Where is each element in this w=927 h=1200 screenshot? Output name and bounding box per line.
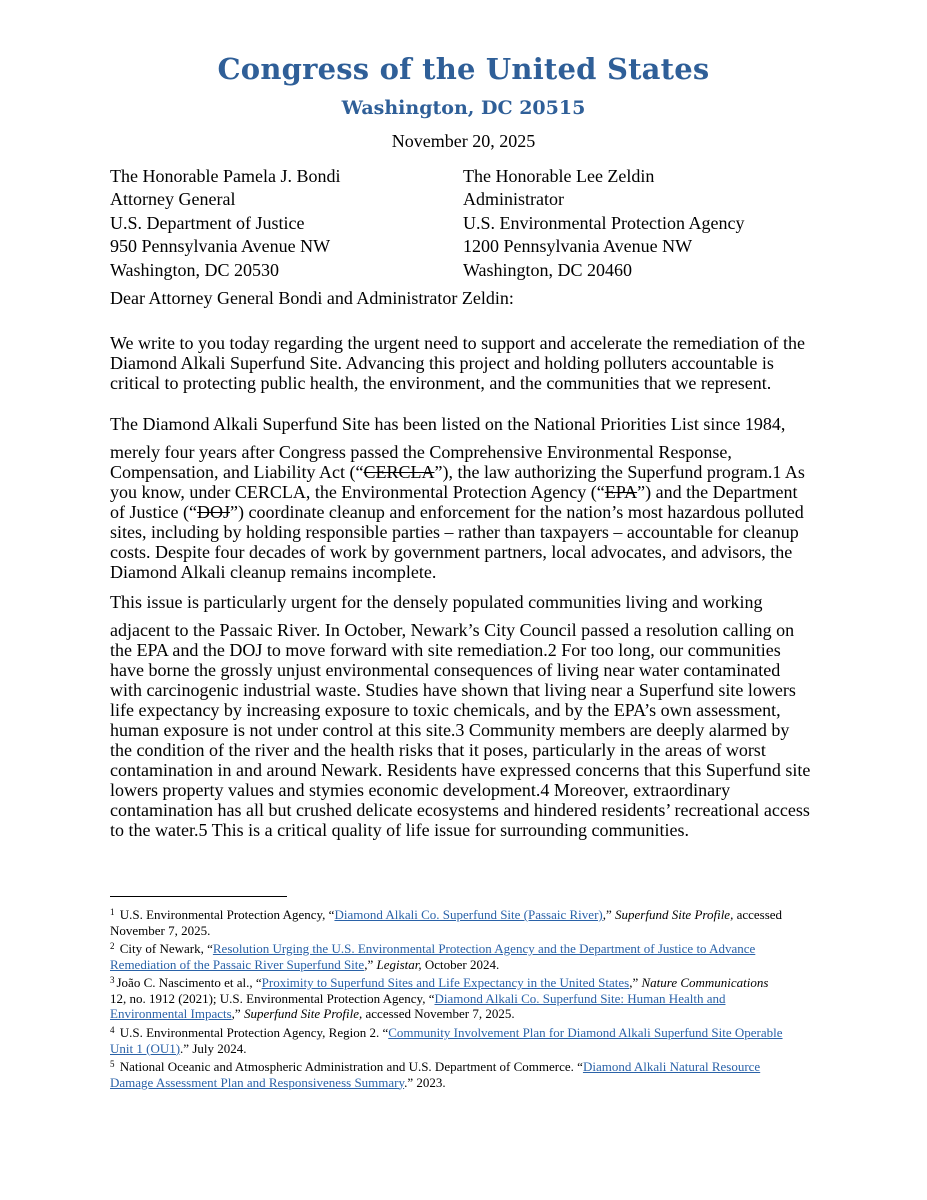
footnote-link[interactable]: Resolution Urging the U.S. Environmental Protection Agency and the Department of Justice to Advance (212, 941, 756, 956)
paragraph-line: critical to protecting public health, the environment, and the communities that we represent. (110, 373, 772, 393)
recipient-line: Administrator (463, 189, 564, 210)
paragraph-line: lowers property values and stymies economic development.4 Moreover, extraordinary (110, 780, 731, 800)
recipient-line: 1200 Pennsylvania Avenue NW (463, 236, 693, 257)
letter-date: November 20, 2025 (391, 131, 536, 151)
paragraph-line: human exposure is not under control at this site.3 Community members are deeply alarmed by (110, 720, 790, 740)
paragraph-line: the condition of the river and the health risks that it poses, particularly in the areas of worst (110, 740, 766, 760)
paragraph-line: you know, under CERCLA, the Environmental Protection Agency (“EPA”) and the Department (110, 482, 798, 502)
footnote-3: $^3$ João C. Nascimento et al., “Proximity to Superfund Sites and Life Expectancy in the United States,” Nature Communications 12, no. 1912 (2021); U.S. Environmental Protection Agency, “Diamond Alkali Co. Superfund Site: Human Health and Environmental Impacts,” Superfund Site Profile, accessed November 7, 2025. (110, 975, 769, 1022)
recipient-line: Washington, DC 20530 (110, 259, 280, 280)
paragraph-line: costs. Despite four decades of work by government partners, local advocates, and advisors, the (110, 542, 793, 562)
letterhead-title: Congress of the United States (217, 52, 710, 86)
paragraph-line: Compensation, and Liability Act (“CERCLA”), the law authorizing the Superfund program.1 As (110, 462, 805, 482)
footnote-link[interactable]: Proximity to Superfund Sites and Life Expectancy in the United States (261, 975, 630, 990)
footnote-2: $^2$ City of Newark, “Resolution Urging the U.S. Environmental Protection Agency and the Department of Justice to Advance Remediation of the Passaic River Superfund Site,” Legistar, October 2024. (110, 941, 756, 972)
salutation: Dear Attorney General Bondi and Administrator Zeldin: (110, 288, 514, 308)
body-paragraph-3 (110, 592, 810, 840)
paragraph-line: the EPA and the DOJ to move forward with site remediation.2 For too long, our communities (110, 640, 781, 660)
recipient-line: The Honorable Lee Zeldin (463, 166, 655, 186)
footnote-link[interactable]: Diamond Alkali Natural Resource (582, 1059, 761, 1074)
cercla-term: CERCLA (363, 462, 435, 482)
paragraph-line: contamination has all but crushed delicate ecosystems and hindered residents’ recreational access (110, 800, 810, 820)
paragraph-line: The Diamond Alkali Superfund Site has been listed on the National Priorities List since 1984, (110, 414, 786, 434)
epa-term: EPA (604, 482, 638, 502)
paragraph-line: Diamond Alkali Superfund Site. Advancing this project and holding polluters accountable is (110, 353, 774, 373)
footnote-4: $^4$ U.S. Environmental Protection Agency, Region 2. “Community Involvement Plan for Diamond Alkali Superfund Site Operable Unit 1 (OU1).” July 2024. (110, 1025, 783, 1056)
recipient-line: 950 Pennsylvania Avenue NW (110, 236, 331, 257)
paragraph-line: We write to you today regarding the urgent need to support and accelerate the remediation of the (110, 333, 805, 353)
recipient-block-left (110, 165, 340, 282)
letterhead-location: Washington, DC 20515 (341, 97, 586, 119)
footnote-separator (110, 896, 287, 897)
footnote-link[interactable]: Diamond Alkali Co. Superfund Site: Human Health and (434, 990, 726, 1006)
doj-term: DOJ (196, 502, 230, 522)
paragraph-line: merely four years after Congress passed the Comprehensive Environmental Response, (110, 442, 732, 462)
footnote-link[interactable]: Unit 1 (OU1) (110, 1040, 181, 1056)
paragraph-line: to the water.5 This is a critical quality of life issue for surrounding communities. (110, 820, 690, 840)
footnote-1: $^1$ U.S. Environmental Protection Agency, “Diamond Alkali Co. Superfund Site (Passaic River),” Superfund Site Profile, accessed November 7, 2025. (110, 907, 783, 938)
footnote-link[interactable]: Remediation of the Passaic River Superfund Site (110, 956, 365, 972)
paragraph-line: life expectancy by increasing exposure to toxic chemicals, and by the EPA’s own assessment, (110, 700, 781, 720)
paragraph-line: contamination in and around Newark. Residents have expressed concerns that this Superfund site (110, 760, 811, 780)
paragraph-line: This issue is particularly urgent for the densely populated communities living and working (110, 592, 763, 612)
paragraph-line: adjacent to the Passaic River. In October, Newark’s City Council passed a resolution calling on (110, 620, 795, 640)
paragraph-line: with carcinogenic industrial waste. Studies have shown that living near a Superfund site lowers (110, 680, 796, 700)
recipient-line: U.S. Environmental Protection Agency (463, 212, 745, 233)
footnote-link[interactable]: Diamond Alkali Co. Superfund Site (Passaic River) (334, 907, 603, 922)
body-paragraph-2 (110, 414, 805, 582)
paragraph-line: of Justice (“DOJ”) coordinate cleanup and enforcement for the nation’s most hazardous polluted (110, 502, 804, 522)
paragraph-line: Diamond Alkali cleanup remains incomplete. (110, 562, 437, 582)
footnote-link[interactable]: Damage Assessment Plan and Responsiveness Summary (110, 1074, 405, 1090)
recipient-line: Attorney General (110, 189, 236, 210)
footnote-link[interactable]: Community Involvement Plan for Diamond Alkali Superfund Site Operable (388, 1025, 783, 1040)
paragraph-line: have borne the grossly unjust environmental consequences of living near water contaminated (110, 660, 781, 680)
recipient-line: The Honorable Pamela J. Bondi (110, 166, 341, 186)
recipient-line: U.S. Department of Justice (110, 212, 305, 233)
footnote-5: $^5$ National Oceanic and Atmospheric Administration and U.S. Department of Commerce. “Diamond Alkali Natural Resource Damage Assessment Plan and Responsiveness Summary.” 2023. (110, 1059, 761, 1090)
paragraph-line: sites, including by holding responsible parties – rather than taxpayers – accountable for cleanup (110, 522, 799, 542)
footnote-link[interactable]: Environmental Impacts (110, 1006, 232, 1022)
body-paragraph-1 (110, 333, 805, 393)
recipient-line: Washington, DC 20460 (463, 259, 633, 280)
recipient-block-right (463, 165, 744, 282)
